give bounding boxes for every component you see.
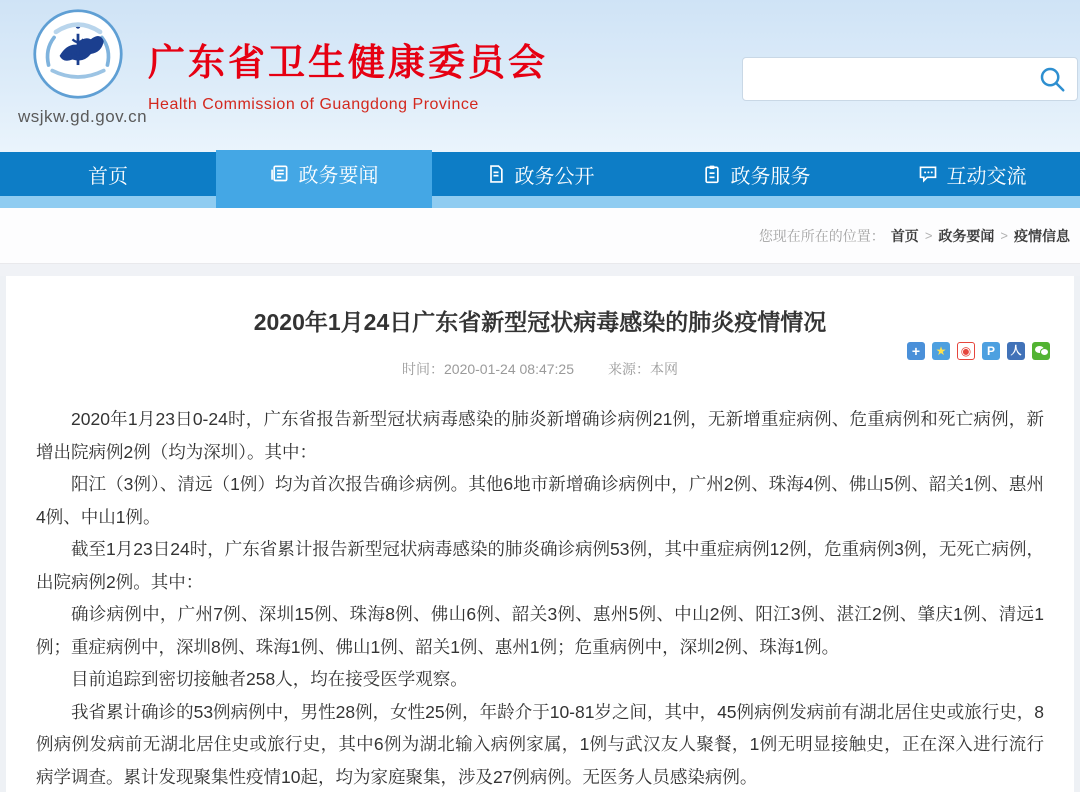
meta-time-label: 时间：: [402, 361, 444, 377]
sina-weibo-icon[interactable]: ◉: [957, 342, 975, 360]
share-bar: [907, 342, 1050, 360]
nav-tab-government-services[interactable]: [648, 152, 864, 196]
nav-tab-government-affairs[interactable]: [432, 152, 648, 196]
chat-icon: [918, 164, 938, 184]
newspaper-icon: [270, 163, 290, 183]
site-header: [0, 0, 1080, 152]
meta-time-value: 2020-01-24 08:47:25: [444, 361, 574, 377]
qzone-star-icon[interactable]: ★: [932, 342, 950, 360]
site-logo: [18, 8, 148, 127]
breadcrumb-item-news[interactable]: 政务要闻: [938, 227, 995, 244]
share-plus-icon[interactable]: +: [907, 342, 925, 360]
site-url: wsjkw.gd.gov.cn: [18, 107, 148, 126]
nav-tab-label: 互动交流: [946, 165, 1027, 188]
meta-source-value: 本网: [650, 361, 678, 377]
logo-emblem-icon: [32, 8, 124, 100]
meta-source-label: 来源：: [608, 361, 650, 377]
article-body: [36, 403, 1044, 792]
document-icon: [486, 164, 506, 184]
article-meta: [36, 359, 1044, 379]
site-title-cn: 广东省卫生健康委员会: [148, 42, 548, 83]
nav-tab-label: 政务服务: [730, 165, 811, 188]
paragraph: 阳江（3例）、清远（1例）均为首次报告确诊病例。其他6地市新增确诊病例中，广州2例、珠海4例、佛山5例、韶关1例、惠州4例、中山1例。: [36, 474, 1044, 527]
chevron-right-icon: >: [924, 228, 933, 243]
paragraph: 目前追踪到密切接触者258人，均在接受医学观察。: [71, 669, 468, 689]
breadcrumb-label: 您现在所在的位置：: [758, 227, 885, 244]
nav-tab-label: 政务要闻: [298, 164, 379, 187]
clipboard-icon: [702, 164, 722, 184]
site-title-en: Health Commission of Guangdong Province: [148, 96, 479, 113]
breadcrumb: [0, 208, 1080, 264]
tencent-weibo-icon[interactable]: P: [982, 342, 1000, 360]
chevron-right-icon: >: [1000, 228, 1008, 243]
paragraph: 确诊病例中，广州7例、深圳15例、珠海8例、佛山6例、韶关3例、惠州5例、中山2例、阳江3例、湛江2例、肇庆1例、清远1例；重症病例中，深圳8例、珠海1例、佛山1例、韶关1例、惠州1例；危重病例中，深圳2例、珠海1例。: [36, 604, 1044, 657]
nav-tab-interaction[interactable]: [864, 152, 1080, 196]
breadcrumb-item-epidemic-info[interactable]: 疫情信息: [1014, 227, 1070, 244]
nav-tab-label: 政务公开: [514, 165, 595, 188]
search-box[interactable]: [742, 57, 1078, 101]
wechat-icon[interactable]: [1032, 342, 1050, 360]
breadcrumb-item-home[interactable]: 首页: [890, 227, 919, 244]
article-title: 2020年1月24日广东省新型冠状病毒感染的肺炎疫情情况: [253, 309, 827, 335]
nav-tab-government-news[interactable]: [216, 150, 432, 208]
search-icon[interactable]: [1037, 64, 1067, 94]
nav-tab-label: 首页: [88, 165, 128, 188]
search-input[interactable]: [743, 58, 1037, 100]
paragraph: 截至1月23日24时，广东省累计报告新型冠状病毒感染的肺炎确诊病例53例，其中重症病例12例，危重病例3例，无死亡病例，出院病例2例。其中：: [36, 539, 1044, 592]
article-panel: [6, 276, 1074, 792]
renren-icon[interactable]: 人: [1007, 342, 1025, 360]
divider-band: [0, 264, 1080, 276]
paragraph: 我省累计确诊的53例病例中，男性28例，女性25例，年龄介于10-81岁之间，其中，45例病例发病前有湖北居住史或旅行史，8例病例发病前无湖北居住史或旅行史，其中6例为湖北输入病例家属，1例与武汉友人聚餐，1例无明显接触史，正在深入进行流行病学调查。累计发现聚集性疫情10起，均为家庭聚集，涉及27例病例。无医务人员感染病例。: [36, 701, 1044, 787]
nav-tab-home[interactable]: [0, 152, 216, 196]
main-nav: [0, 152, 1080, 208]
paragraph: 2020年1月23日0-24时，广东省报告新型冠状病毒感染的肺炎新增确诊病例21例，无新增重症病例、危重病例和死亡病例，新增出院病例2例（均为深圳）。其中：: [36, 409, 1044, 462]
